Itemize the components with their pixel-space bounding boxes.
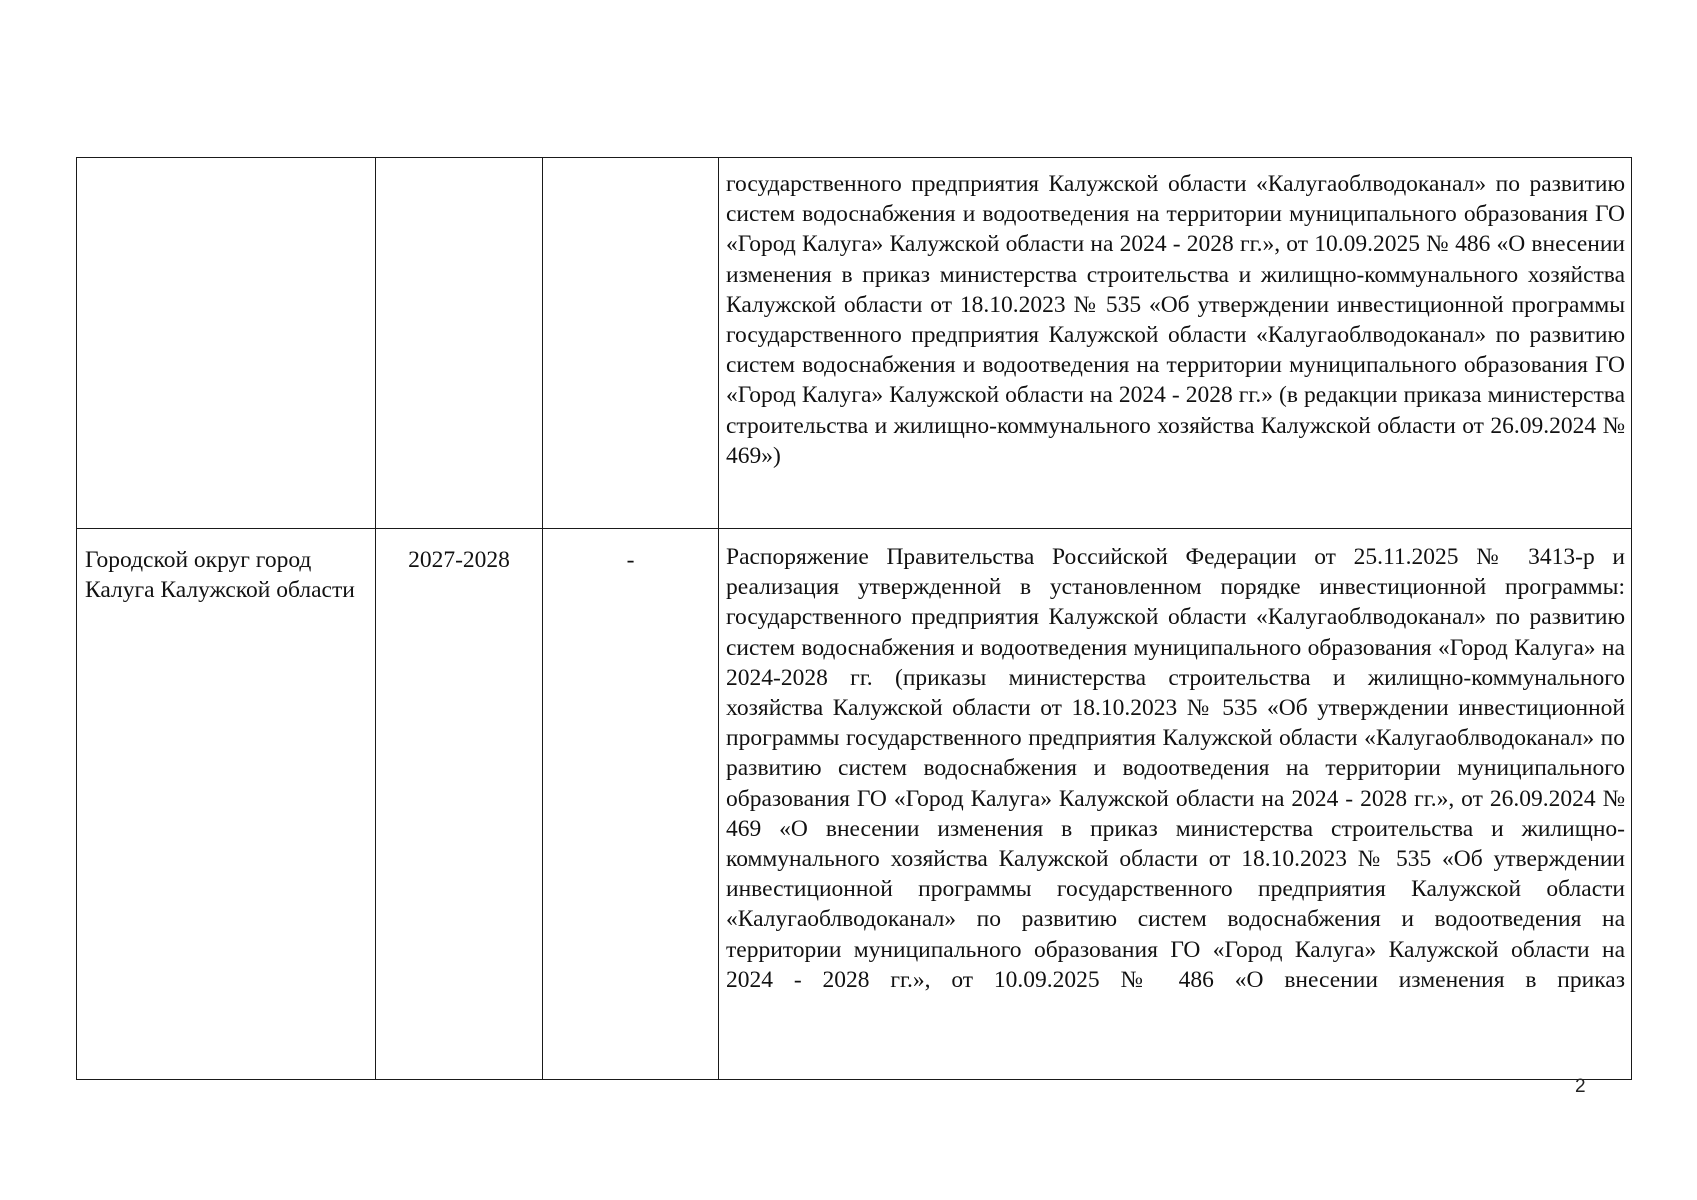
years-text: 2027-2028 xyxy=(408,547,510,573)
municipality-text: Городской округ город Калуга Калужской области xyxy=(85,547,355,603)
municipality-cell xyxy=(77,158,376,529)
municipality-cell xyxy=(77,529,376,1080)
basis-cell xyxy=(719,529,1632,1080)
years-cell xyxy=(376,529,543,1080)
basis-text: государственного предприятия Калужской области «Калугаоблводоканал» по развитию систем водоснабжения и водоотведения на территории муниципального образования ГО «Город Калуга» Калужской области на 2024 - 2028 гг.», от 10.09.2025 № 486 «О внесении изменения в приказ министерства строительства и жилищно-коммунального хозяйства Калужской области от 18.10.2023 № 535 «Об утверждении инвестиционной программы государственного предприятия Калужской области «Калугаоблводоканал» по развитию систем водоснабжения и водоотведения на территории муниципального образования ГО «Город Калуга» Калужской области на 2024 - 2028 гг.» (в редакции приказа министерства строительства и жилищно-коммунального хозяйства Калужской области от 26.09.2024 № 469») xyxy=(726,171,1625,469)
table-row xyxy=(77,158,1632,529)
years-cell xyxy=(376,158,543,529)
mark-cell xyxy=(543,158,719,529)
document-table xyxy=(76,157,1632,1080)
mark-cell xyxy=(543,529,719,1080)
basis-text: Распоряжение Правительства Российской Федерации от 25.11.2025 № 3413-р и реализация утвержденной в установленном порядке инвестиционной программы: государственного предприятия Калужской области «Калугаоблводоканал» по развитию систем водоснабжения и водоотведения муниципального образования «Город Калуга» на 2024-2028 гг. (приказы министерства строительства и жилищно-коммунального хозяйства Калужской области от 18.10.2023 № 535 «Об утверждении инвестиционной программы государственного предприятия Калужской области «Калугаоблводоканал» по развитию систем водоснабжения и водоотведения на территории муниципального образования ГО «Город Калуга» Калужской области на 2024 - 2028 гг.», от 26.09.2024 № 469 «О внесении изменения в приказ министерства строительства и жилищно-коммунального хозяйства Калужской области от 18.10.2023 № 535 «Об утверждении инвестиционной программы государственного предприятия Калужской области «Калугаоблводоканал» по развитию систем водоснабжения и водоотведения на территории муниципального образования ГО «Город Калуга» Калужской области на 2024 - 2028 гг.», от 10.09.2025 № 486 «О внесении изменения в приказ xyxy=(726,544,1625,993)
page-number: 2 xyxy=(1575,1076,1586,1097)
table-row xyxy=(77,529,1632,1080)
basis-cell xyxy=(719,158,1632,529)
mark-text: - xyxy=(626,547,635,573)
